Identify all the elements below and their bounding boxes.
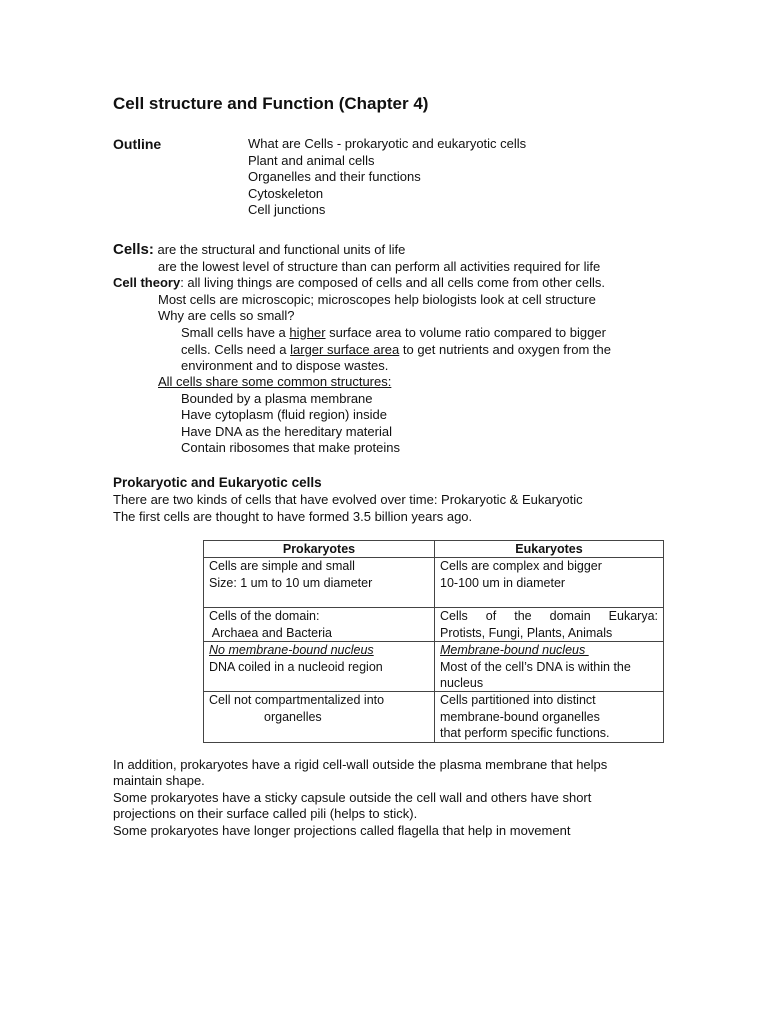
common-structure-item: Have cytoplasm (fluid region) inside: [181, 407, 387, 422]
answer-line-c: environment and to dispose wastes.: [181, 358, 389, 373]
common-structure-item: Have DNA as the hereditary material: [181, 424, 392, 439]
table-row: [204, 642, 664, 692]
table-cell: [204, 642, 435, 692]
prok-euk-heading: Prokaryotic and Eukaryotic cells: [113, 475, 322, 490]
cell-line: 10-100 um in diameter: [440, 575, 566, 590]
cell-line: that perform specific functions.: [440, 726, 610, 741]
table-cell: [435, 642, 664, 692]
table-cell: [204, 558, 435, 608]
cells-term: Cells: [113, 241, 149, 258]
outline-list: [248, 136, 526, 219]
outline-item: Cytoskeleton: [248, 185, 324, 201]
answer-a-text: Small cells have a: [181, 325, 290, 340]
bottom-line: Some prokaryotes have a sticky capsule outside the cell wall and others have short: [113, 790, 592, 805]
table-cell: [435, 692, 664, 742]
cell-line: Cells of the domain:: [209, 609, 320, 624]
table-row: [204, 692, 664, 742]
answer-a-end: surface area to volume ratio compared to bigger: [325, 325, 606, 340]
table-cell: [435, 558, 664, 608]
table-cell: [204, 692, 435, 742]
answer-line-b: [181, 342, 611, 358]
outline-item: Organelles and their functions: [248, 169, 421, 184]
cell-line: organelles: [264, 709, 322, 724]
page-title: Cell structure and Function (Chapter 4): [113, 94, 429, 113]
column-header-prokaryotes: Prokaryotes: [204, 541, 435, 558]
cells-def1: are the structural and functional units of life: [153, 242, 406, 257]
cell-line: DNA coiled in a nucleoid region: [209, 659, 383, 674]
outline-label: Outline: [113, 136, 162, 152]
microscopic-line: Most cells are microscopic; microscopes help biologists look at cell structure: [158, 292, 596, 307]
bottom-line: projections on their surface called pili (helps to stick).: [113, 806, 418, 821]
comparison-table: [203, 540, 664, 743]
cell-line: Protists, Fungi, Plants, Animals: [440, 625, 613, 640]
cells-definition-line2: are the lowest level of structure than can perform all activities required for life: [158, 259, 601, 274]
prok-euk-line2: The first cells are thought to have formed 3.5 billion years ago.: [113, 509, 473, 524]
cell-line: Cell not compartmentalized into: [209, 693, 385, 708]
prok-euk-line1: There are two kinds of cells that have evolved over time: Prokaryotic & Eukaryotic: [113, 492, 583, 507]
cell-line: nucleus: [440, 676, 484, 691]
table-header-row: [204, 541, 664, 558]
cell-line: Size: 1 um to 10 um diameter: [209, 575, 373, 590]
cells-colon: :: [148, 241, 154, 258]
cell-line: Cells are complex and bigger: [440, 559, 602, 574]
cell-theory-term: Cell theory: [113, 275, 181, 290]
cells-definition-line1: [113, 242, 405, 258]
common-structure-item: Bounded by a plasma membrane: [181, 391, 373, 406]
cell-line: Archaea and Bacteria: [209, 625, 332, 640]
cell-line: membrane-bound organelles: [440, 709, 600, 724]
answer-b-text: cells. Cells need a: [181, 342, 291, 357]
cell-line: Cells are simple and small: [209, 559, 355, 574]
common-structures-heading: All cells share some common structures:: [158, 374, 392, 389]
answer-b-end: to get nutrients and oxygen from the: [399, 342, 611, 357]
table-row: [204, 558, 664, 608]
cell-line: Membrane-bound nucleus: [440, 643, 589, 658]
outline-item: Cell junctions: [248, 202, 326, 217]
table-cell: [435, 608, 664, 642]
column-header-eukaryotes: Eukaryotes: [435, 541, 664, 558]
bottom-line: Some prokaryotes have longer projections called flagella that help in movement: [113, 823, 571, 838]
cell-line: No membrane-bound nucleus: [209, 643, 374, 658]
outline-item: What are Cells - prokaryotic and eukaryotic cells: [248, 136, 527, 151]
answer-b-underlined: larger surface area: [290, 342, 400, 357]
cell-line: Most of the cell’s DNA is within the: [440, 659, 631, 674]
cell-line: Cells of the domain Eukarya:: [440, 609, 658, 624]
answer-line-a: [181, 325, 606, 341]
table-row: [204, 608, 664, 642]
bottom-line: maintain shape.: [113, 773, 205, 788]
bottom-line: In addition, prokaryotes have a rigid cell-wall outside the plasma membrane that helps: [113, 757, 608, 772]
table-cell: [204, 608, 435, 642]
why-small-question: Why are cells so small?: [158, 308, 295, 323]
answer-a-underlined: higher: [289, 325, 326, 340]
cell-line: Cells partitioned into distinct: [440, 693, 596, 708]
common-structure-item: Contain ribosomes that make proteins: [181, 440, 400, 455]
outline-item: Plant and animal cells: [248, 152, 375, 168]
cell-theory-line: [113, 275, 605, 291]
cell-theory-def: : all living things are composed of cells and all cells come from other cells.: [180, 275, 606, 290]
